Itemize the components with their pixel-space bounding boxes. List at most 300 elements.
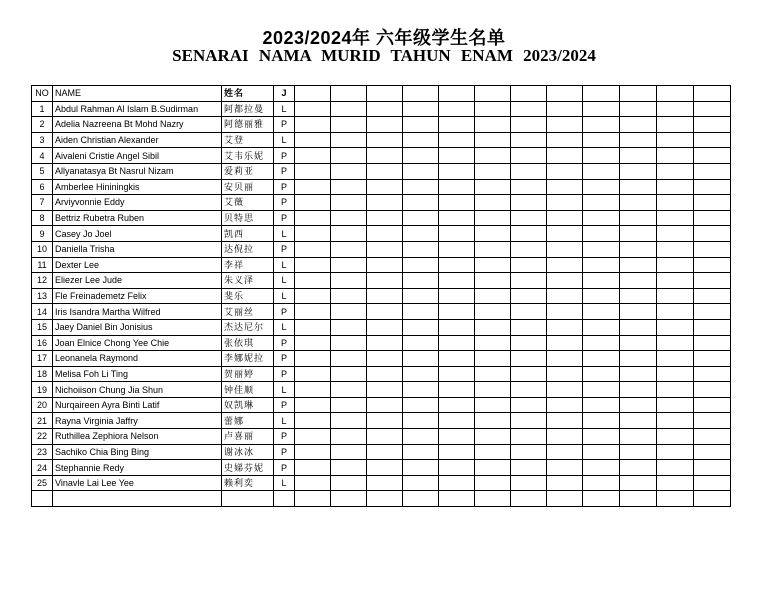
cell-empty (367, 382, 403, 398)
cell-empty (403, 257, 439, 273)
cell-chinese-name: 安贝丽 (222, 179, 274, 195)
cell-empty (295, 366, 331, 382)
cell-empty (475, 117, 511, 133)
title-chinese: 2023/2024年 六年级学生名单 (262, 28, 506, 48)
cell-empty (657, 460, 694, 476)
cell-name: Allyanatasya Bt Nasrul Nizam (53, 163, 222, 179)
cell-empty (657, 241, 694, 257)
cell-empty (583, 195, 620, 211)
cell-chinese-name (222, 491, 274, 507)
cell-no: 7 (32, 195, 53, 211)
cell-empty (583, 132, 620, 148)
cell-empty (583, 319, 620, 335)
cell-empty (331, 163, 367, 179)
table-row (32, 319, 731, 335)
cell-empty (295, 117, 331, 133)
cell-empty (657, 148, 694, 164)
cell-empty (583, 101, 620, 117)
cell-empty (583, 179, 620, 195)
cell-gender: P (274, 241, 295, 257)
cell-empty (295, 335, 331, 351)
cell-empty (475, 226, 511, 242)
cell-empty (331, 319, 367, 335)
cell-chinese-name: 阿德丽雅 (222, 117, 274, 133)
cell-empty (403, 163, 439, 179)
cell-empty (439, 257, 475, 273)
cell-empty (439, 101, 475, 117)
cell-empty (367, 148, 403, 164)
cell-empty (475, 444, 511, 460)
cell-empty (367, 117, 403, 133)
cell-empty (331, 179, 367, 195)
cell-no: 25 (32, 475, 53, 491)
cell-no: 2 (32, 117, 53, 133)
cell-empty (583, 491, 620, 507)
cell-empty (403, 210, 439, 226)
cell-empty (475, 288, 511, 304)
cell-gender: L (274, 382, 295, 398)
cell-empty (295, 163, 331, 179)
cell-empty (511, 460, 547, 476)
cell-empty (331, 491, 367, 507)
cell-empty (657, 163, 694, 179)
cell-no: 21 (32, 413, 53, 429)
cell-empty (439, 319, 475, 335)
cell-gender: L (274, 257, 295, 273)
cell-empty (295, 475, 331, 491)
cell-name: Rayna Virginia Jaffry (53, 413, 222, 429)
cell-empty (331, 304, 367, 320)
cell-empty (694, 319, 731, 335)
cell-no: 4 (32, 148, 53, 164)
cell-empty (547, 491, 583, 507)
cell-empty (295, 148, 331, 164)
cell-empty (511, 366, 547, 382)
cell-empty (439, 413, 475, 429)
cell-gender: P (274, 335, 295, 351)
cell-empty (620, 179, 657, 195)
cell-empty (439, 475, 475, 491)
cell-name: Eliezer Lee Jude (53, 273, 222, 289)
cell-gender: P (274, 195, 295, 211)
cell-empty (694, 351, 731, 367)
cell-chinese-name: 阿都拉曼 (222, 101, 274, 117)
cell-empty (583, 241, 620, 257)
table-row (32, 460, 731, 476)
cell-empty (547, 117, 583, 133)
cell-empty (583, 460, 620, 476)
cell-empty (657, 382, 694, 398)
cell-empty (511, 179, 547, 195)
cell-no (32, 491, 53, 507)
cell-empty (657, 288, 694, 304)
cell-empty (403, 226, 439, 242)
table-row (32, 335, 731, 351)
cell-empty (367, 241, 403, 257)
cell-empty (403, 460, 439, 476)
table-row (32, 382, 731, 398)
cell-empty (620, 210, 657, 226)
cell-name: Ruthillea Zephiora Nelson (53, 429, 222, 445)
cell-empty (403, 288, 439, 304)
cell-empty (331, 117, 367, 133)
cell-empty (694, 397, 731, 413)
cell-empty (331, 226, 367, 242)
cell-chinese-name: 杰达尼尔 (222, 319, 274, 335)
cell-empty (367, 397, 403, 413)
table-header-row (32, 86, 731, 102)
cell-empty (620, 460, 657, 476)
cell-no: NO (32, 86, 53, 102)
cell-empty (657, 304, 694, 320)
cell-empty (694, 210, 731, 226)
cell-empty (620, 273, 657, 289)
cell-empty (295, 241, 331, 257)
cell-empty (511, 335, 547, 351)
cell-empty (295, 319, 331, 335)
cell-empty (403, 413, 439, 429)
cell-empty (475, 86, 511, 102)
cell-empty (295, 429, 331, 445)
cell-empty (694, 304, 731, 320)
cell-empty (583, 366, 620, 382)
cell-empty (367, 319, 403, 335)
cell-empty (367, 460, 403, 476)
table-row (32, 397, 731, 413)
cell-empty (694, 444, 731, 460)
cell-empty (403, 179, 439, 195)
cell-empty (439, 163, 475, 179)
cell-empty (331, 86, 367, 102)
table-row (32, 163, 731, 179)
cell-gender: P (274, 460, 295, 476)
cell-empty (475, 163, 511, 179)
cell-chinese-name: 斐乐 (222, 288, 274, 304)
cell-empty (657, 397, 694, 413)
cell-empty (511, 86, 547, 102)
cell-empty (620, 413, 657, 429)
cell-name: Stephannie Redy (53, 460, 222, 476)
cell-name: Abdul Rahman Al Islam B.Sudirman (53, 101, 222, 117)
cell-gender: P (274, 210, 295, 226)
cell-empty (295, 382, 331, 398)
cell-empty (367, 288, 403, 304)
cell-empty (295, 132, 331, 148)
cell-empty (657, 351, 694, 367)
cell-empty (475, 148, 511, 164)
cell-empty (511, 226, 547, 242)
cell-empty (583, 163, 620, 179)
cell-chinese-name: 姓名 (222, 86, 274, 102)
cell-empty (295, 179, 331, 195)
table-row (32, 444, 731, 460)
cell-empty (475, 179, 511, 195)
cell-empty (367, 210, 403, 226)
cell-empty (439, 429, 475, 445)
table-row (32, 429, 731, 445)
cell-empty (331, 288, 367, 304)
cell-empty (511, 163, 547, 179)
cell-empty (367, 163, 403, 179)
cell-empty (511, 382, 547, 398)
cell-empty (547, 257, 583, 273)
cell-name: Melisa Foh Li Ting (53, 366, 222, 382)
cell-empty (547, 163, 583, 179)
cell-gender: P (274, 429, 295, 445)
cell-empty (657, 319, 694, 335)
cell-no: 17 (32, 351, 53, 367)
cell-empty (620, 366, 657, 382)
cell-empty (403, 397, 439, 413)
table-row (32, 351, 731, 367)
cell-empty (547, 397, 583, 413)
cell-empty (694, 257, 731, 273)
cell-empty (583, 117, 620, 133)
cell-empty (295, 460, 331, 476)
cell-no: 20 (32, 397, 53, 413)
cell-empty (403, 319, 439, 335)
cell-empty (403, 429, 439, 445)
cell-empty (694, 226, 731, 242)
cell-empty (403, 101, 439, 117)
cell-empty (583, 351, 620, 367)
cell-empty (694, 288, 731, 304)
cell-empty (475, 382, 511, 398)
cell-chinese-name: 李娜妮拉 (222, 351, 274, 367)
cell-empty (295, 444, 331, 460)
cell-empty (403, 195, 439, 211)
cell-empty (620, 475, 657, 491)
cell-gender: P (274, 397, 295, 413)
cell-empty (547, 319, 583, 335)
cell-empty (475, 273, 511, 289)
cell-empty (620, 491, 657, 507)
cell-empty (511, 241, 547, 257)
cell-empty (511, 132, 547, 148)
cell-empty (475, 413, 511, 429)
cell-empty (295, 210, 331, 226)
cell-empty (511, 475, 547, 491)
cell-empty (583, 397, 620, 413)
cell-no: 18 (32, 366, 53, 382)
cell-empty (547, 351, 583, 367)
cell-gender: P (274, 117, 295, 133)
cell-gender (274, 491, 295, 507)
cell-chinese-name: 钟佳顺 (222, 382, 274, 398)
cell-name: Fle Freinademetz Felix (53, 288, 222, 304)
cell-empty (511, 444, 547, 460)
cell-empty (331, 195, 367, 211)
cell-empty (403, 382, 439, 398)
cell-empty (367, 132, 403, 148)
cell-empty (403, 366, 439, 382)
cell-name: Dexter Lee (53, 257, 222, 273)
cell-gender: L (274, 413, 295, 429)
cell-empty (547, 304, 583, 320)
cell-empty (367, 444, 403, 460)
cell-empty (367, 195, 403, 211)
cell-empty (367, 179, 403, 195)
cell-name: Daniella Trisha (53, 241, 222, 257)
cell-empty (295, 397, 331, 413)
cell-empty (331, 429, 367, 445)
cell-no: 12 (32, 273, 53, 289)
cell-empty (547, 288, 583, 304)
cell-empty (439, 86, 475, 102)
table-row-empty (32, 491, 731, 507)
cell-empty (367, 226, 403, 242)
cell-empty (403, 444, 439, 460)
cell-gender: P (274, 351, 295, 367)
cell-gender: P (274, 163, 295, 179)
cell-gender: P (274, 304, 295, 320)
cell-empty (331, 475, 367, 491)
cell-empty (657, 179, 694, 195)
cell-empty (547, 429, 583, 445)
cell-no: 5 (32, 163, 53, 179)
cell-empty (694, 429, 731, 445)
cell-empty (547, 273, 583, 289)
cell-gender: L (274, 288, 295, 304)
cell-empty (439, 117, 475, 133)
cell-empty (511, 117, 547, 133)
cell-empty (439, 491, 475, 507)
cell-chinese-name: 艾登 (222, 132, 274, 148)
cell-empty (331, 397, 367, 413)
cell-empty (620, 101, 657, 117)
cell-no: 1 (32, 101, 53, 117)
cell-name: Leonanela Raymond (53, 351, 222, 367)
cell-name: Arviyvonnie Eddy (53, 195, 222, 211)
cell-empty (295, 257, 331, 273)
table-row (32, 257, 731, 273)
cell-empty (439, 288, 475, 304)
cell-empty (475, 210, 511, 226)
cell-empty (547, 444, 583, 460)
cell-name: Joan Elnice Chong Yee Chie (53, 335, 222, 351)
cell-empty (620, 163, 657, 179)
cell-empty (694, 241, 731, 257)
cell-empty (403, 491, 439, 507)
cell-empty (403, 273, 439, 289)
cell-name: Aiden Christian Alexander (53, 132, 222, 148)
cell-empty (694, 163, 731, 179)
cell-name: Jaey Daniel Bin Jonisius (53, 319, 222, 335)
table-row (32, 148, 731, 164)
cell-empty (403, 148, 439, 164)
cell-empty (657, 444, 694, 460)
cell-empty (657, 195, 694, 211)
table-row (32, 132, 731, 148)
cell-empty (583, 475, 620, 491)
cell-empty (331, 351, 367, 367)
cell-empty (295, 413, 331, 429)
cell-empty (657, 366, 694, 382)
cell-empty (331, 413, 367, 429)
cell-empty (657, 257, 694, 273)
cell-empty (475, 319, 511, 335)
cell-no: 6 (32, 179, 53, 195)
cell-empty (620, 241, 657, 257)
cell-empty (295, 351, 331, 367)
cell-gender: P (274, 366, 295, 382)
cell-empty (331, 241, 367, 257)
cell-empty (367, 491, 403, 507)
cell-empty (439, 148, 475, 164)
cell-empty (475, 195, 511, 211)
cell-empty (657, 273, 694, 289)
cell-empty (331, 382, 367, 398)
cell-empty (367, 351, 403, 367)
cell-empty (439, 366, 475, 382)
cell-empty (657, 491, 694, 507)
cell-empty (547, 460, 583, 476)
cell-empty (331, 335, 367, 351)
cell-empty (547, 475, 583, 491)
cell-empty (583, 210, 620, 226)
cell-name: Bettriz Rubetra Ruben (53, 210, 222, 226)
cell-empty (439, 351, 475, 367)
cell-empty (475, 132, 511, 148)
cell-empty (547, 226, 583, 242)
cell-chinese-name: 凯西 (222, 226, 274, 242)
cell-empty (620, 148, 657, 164)
cell-name (53, 491, 222, 507)
cell-empty (583, 288, 620, 304)
cell-empty (547, 195, 583, 211)
cell-no: 24 (32, 460, 53, 476)
cell-chinese-name: 贺丽婷 (222, 366, 274, 382)
cell-name: Sachiko Chia Bing Bing (53, 444, 222, 460)
table-row (32, 413, 731, 429)
cell-name: Adelia Nazreena Bt Mohd Nazry (53, 117, 222, 133)
cell-empty (583, 304, 620, 320)
cell-gender: L (274, 319, 295, 335)
cell-empty (367, 413, 403, 429)
cell-name: Vinavle Lai Lee Yee (53, 475, 222, 491)
cell-name: Nichoiison Chung Jia Shun (53, 382, 222, 398)
cell-empty (367, 86, 403, 102)
cell-empty (583, 148, 620, 164)
cell-empty (547, 335, 583, 351)
cell-empty (295, 491, 331, 507)
cell-chinese-name: 艾韦乐妮 (222, 148, 274, 164)
cell-empty (511, 413, 547, 429)
cell-empty (367, 304, 403, 320)
cell-gender: L (274, 273, 295, 289)
cell-empty (403, 351, 439, 367)
cell-gender: P (274, 179, 295, 195)
cell-empty (403, 475, 439, 491)
cell-no: 8 (32, 210, 53, 226)
cell-empty (403, 304, 439, 320)
cell-empty (657, 132, 694, 148)
cell-empty (620, 382, 657, 398)
cell-empty (367, 429, 403, 445)
cell-gender: L (274, 101, 295, 117)
cell-empty (511, 491, 547, 507)
cell-chinese-name: 史娣芬妮 (222, 460, 274, 476)
cell-empty (547, 148, 583, 164)
cell-gender: L (274, 475, 295, 491)
cell-empty (657, 86, 694, 102)
cell-empty (583, 335, 620, 351)
cell-empty (403, 241, 439, 257)
cell-empty (583, 226, 620, 242)
cell-empty (620, 117, 657, 133)
cell-empty (439, 335, 475, 351)
cell-empty (583, 86, 620, 102)
